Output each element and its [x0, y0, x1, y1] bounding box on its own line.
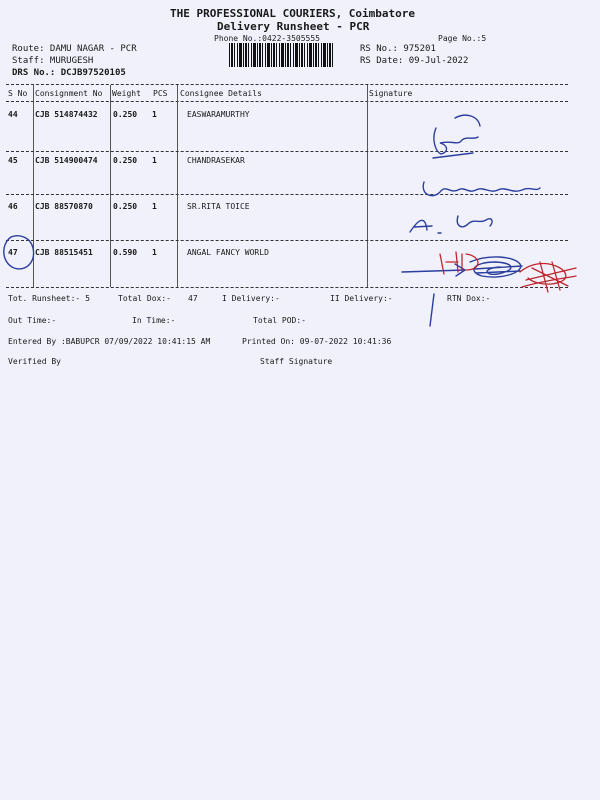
col-header-consignment: Consignment No [35, 89, 103, 98]
entered-by: Entered By :BABUPCR 07/09/2022 10:41:15 AM [8, 337, 211, 346]
total-runsheet: Tot. Runsheet:- 5 [8, 294, 90, 303]
runsheet-title: Delivery Runsheet - PCR [217, 20, 370, 33]
row-consignment: CJB 88515451 [35, 248, 93, 257]
row-weight: 0.590 [113, 248, 138, 257]
second-delivery: II Delivery:- [330, 294, 393, 303]
row-47-circle-mark [4, 236, 34, 269]
col-header-weight: Weight [112, 89, 141, 98]
row-sno: 45 [8, 156, 18, 165]
staff: Staff: MURUGESH [12, 56, 94, 66]
rs-date: RS Date: 09-Jul-2022 [360, 56, 469, 66]
col-header-pcs: PCS [153, 89, 168, 98]
printed-on: Printed On: 09-07-2022 10:41:36 [242, 337, 392, 346]
rtn-dox: RTN Dox:- [447, 294, 491, 303]
total-pod: Total POD:- [253, 316, 306, 325]
phone-number: Phone No.:0422-3505555 [214, 34, 320, 43]
row-consignee: EASWARAMURTHY [187, 110, 250, 119]
row-pcs: 1 [152, 202, 157, 211]
row-consignee: CHANDRASEKAR [187, 156, 245, 165]
row-pcs: 1 [152, 248, 157, 257]
row-weight: 0.250 [113, 110, 138, 119]
signature-row-45 [423, 182, 540, 196]
drs-number: DRS No.: DCJB97520105 [12, 68, 126, 78]
out-time: Out Time:- [8, 316, 57, 325]
verified-by: Verified By [8, 357, 61, 366]
rs-number: RS No.: 975201 [360, 44, 436, 54]
row-consignee: SR.RITA TOICE [187, 202, 250, 211]
row-consignment: CJB 514900474 [35, 156, 98, 165]
col-header-consignee: Consignee Details [180, 89, 262, 98]
signature-row-46 [410, 216, 492, 233]
total-dox-value: 47 [188, 294, 198, 303]
col-header-sno: S No [8, 89, 28, 98]
in-time: In Time:- [132, 316, 176, 325]
row-weight: 0.250 [113, 156, 138, 165]
row-sno: 46 [8, 202, 18, 211]
signature-row-44 [433, 115, 480, 158]
row-pcs: 1 [152, 110, 157, 119]
company-name: THE PROFESSIONAL COURIERS, Coimbatore [170, 7, 416, 20]
total-dox-label: Total Dox:- [118, 294, 171, 303]
page-number: Page No.:5 [438, 34, 487, 43]
first-delivery: I Delivery:- [222, 294, 280, 303]
row-sno: 47 [8, 248, 18, 257]
row-consignment: CJB 88570870 [35, 202, 93, 211]
row-consignee: ANGAL FANCY WORLD [187, 248, 269, 257]
row-pcs: 1 [152, 156, 157, 165]
row-consignment: CJB 514874432 [35, 110, 98, 119]
route: Route: DAMU NAGAR - PCR [12, 44, 137, 54]
staff-signature-label: Staff Signature [260, 357, 333, 366]
red-scribble-mark [520, 262, 576, 292]
row-weight: 0.250 [113, 202, 138, 211]
delivery-arrow-mark [402, 264, 465, 326]
col-header-signature: Signature [369, 89, 413, 98]
row-sno: 44 [8, 110, 18, 119]
